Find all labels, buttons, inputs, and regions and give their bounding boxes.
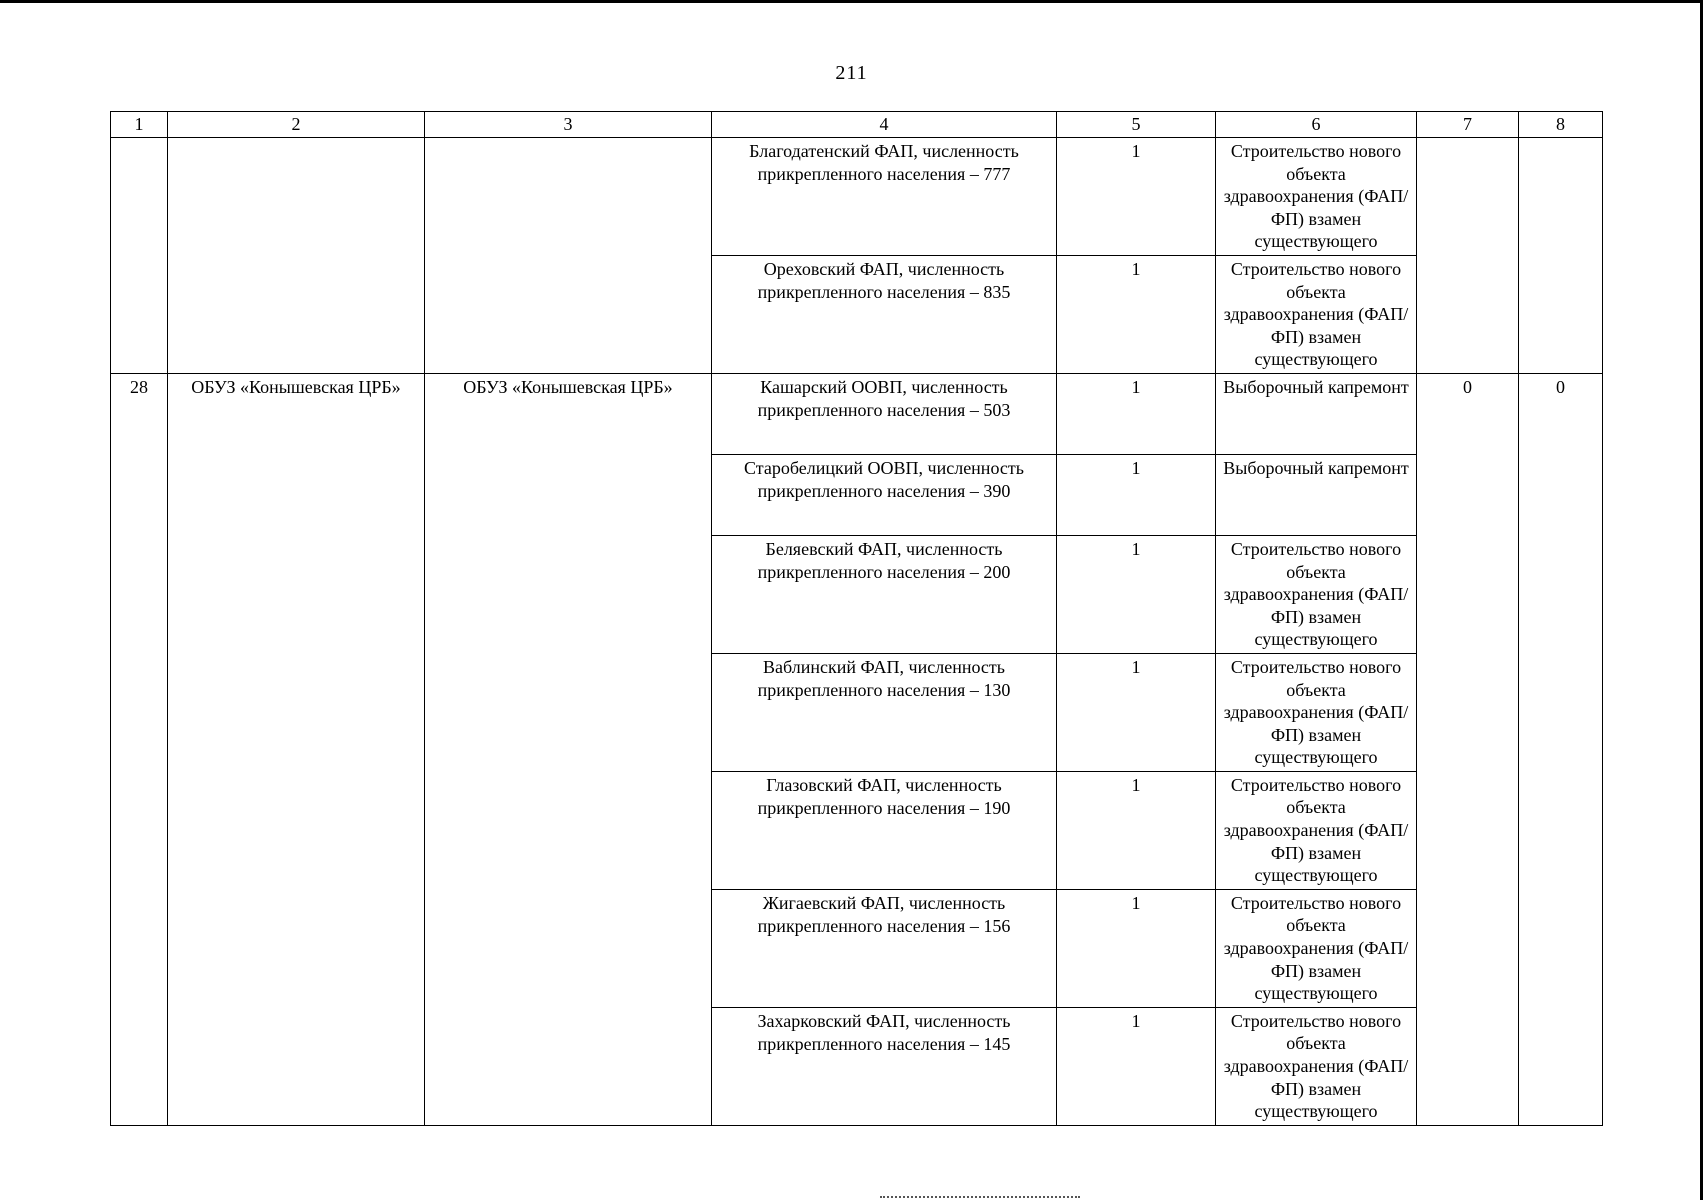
work-type-cell: Строительство нового объекта здравоохранения (ФАП/ФП) взамен существующего — [1216, 1007, 1417, 1125]
column-number-row — [111, 112, 1603, 138]
column-number: 4 — [712, 112, 1057, 138]
quantity-cell: 1 — [1057, 255, 1216, 373]
facility-cell: Глазовский ФАП, численность прикрепленного населения – 190 — [712, 771, 1057, 889]
column-number: 5 — [1057, 112, 1216, 138]
column-number: 2 — [168, 112, 425, 138]
quantity-cell: 1 — [1057, 138, 1216, 256]
facility-cell: Благодатенский ФАП, численность прикрепленного населения – 777 — [712, 138, 1057, 256]
institution-cell: ОБУЗ «Конышевская ЦРБ» — [425, 373, 712, 1125]
facility-cell: Жигаевский ФАП, численность прикрепленного населения – 156 — [712, 889, 1057, 1007]
organization-cell: ОБУЗ «Конышевская ЦРБ» — [168, 373, 425, 1125]
work-type-cell: Строительство нового объекта здравоохранения (ФАП/ФП) взамен существующего — [1216, 653, 1417, 771]
empty-cell — [1519, 138, 1603, 374]
facility-cell: Старобелицкий ООВП, численность прикрепленного населения – 390 — [712, 454, 1057, 535]
quantity-cell: 1 — [1057, 373, 1216, 454]
table-row — [111, 138, 1603, 256]
facility-cell: Ореховский ФАП, численность прикрепленного населения – 835 — [712, 255, 1057, 373]
work-type-cell: Строительство нового объекта здравоохранения (ФАП/ФП) взамен существующего — [1216, 255, 1417, 373]
empty-cell — [111, 138, 168, 374]
table-row — [111, 373, 1603, 454]
work-type-cell: Выборочный капремонт — [1216, 454, 1417, 535]
column-number: 3 — [425, 112, 712, 138]
facility-cell: Захарковский ФАП, численность прикрепленного населения – 145 — [712, 1007, 1057, 1125]
work-type-cell: Строительство нового объекта здравоохранения (ФАП/ФП) взамен существующего — [1216, 138, 1417, 256]
column-number: 1 — [111, 112, 168, 138]
empty-cell — [1417, 138, 1519, 374]
column-number: 7 — [1417, 112, 1519, 138]
scan-artifact — [880, 1196, 1080, 1198]
quantity-cell: 1 — [1057, 653, 1216, 771]
work-type-cell: Строительство нового объекта здравоохранения (ФАП/ФП) взамен существующего — [1216, 535, 1417, 653]
work-type-cell: Строительство нового объекта здравоохранения (ФАП/ФП) взамен существующего — [1216, 771, 1417, 889]
empty-cell — [168, 138, 425, 374]
column-number: 8 — [1519, 112, 1603, 138]
quantity-cell: 1 — [1057, 771, 1216, 889]
quantity-cell: 1 — [1057, 454, 1216, 535]
scan-border-top — [0, 0, 1703, 3]
quantity-cell: 1 — [1057, 889, 1216, 1007]
col7-cell: 0 — [1417, 373, 1519, 1125]
row-number-cell: 28 — [111, 373, 168, 1125]
document-table — [110, 111, 1603, 1126]
work-type-cell: Строительство нового объекта здравоохранения (ФАП/ФП) взамен существующего — [1216, 889, 1417, 1007]
quantity-cell: 1 — [1057, 1007, 1216, 1125]
quantity-cell: 1 — [1057, 535, 1216, 653]
column-number: 6 — [1216, 112, 1417, 138]
empty-cell — [425, 138, 712, 374]
facility-cell: Ваблинский ФАП, численность прикрепленного населения – 130 — [712, 653, 1057, 771]
facility-cell: Кашарский ООВП, численность прикрепленного населения – 503 — [712, 373, 1057, 454]
page-number: 211 — [835, 62, 868, 84]
col8-cell: 0 — [1519, 373, 1603, 1125]
work-type-cell: Выборочный капремонт — [1216, 373, 1417, 454]
facility-cell: Беляевский ФАП, численность прикрепленного населения – 200 — [712, 535, 1057, 653]
